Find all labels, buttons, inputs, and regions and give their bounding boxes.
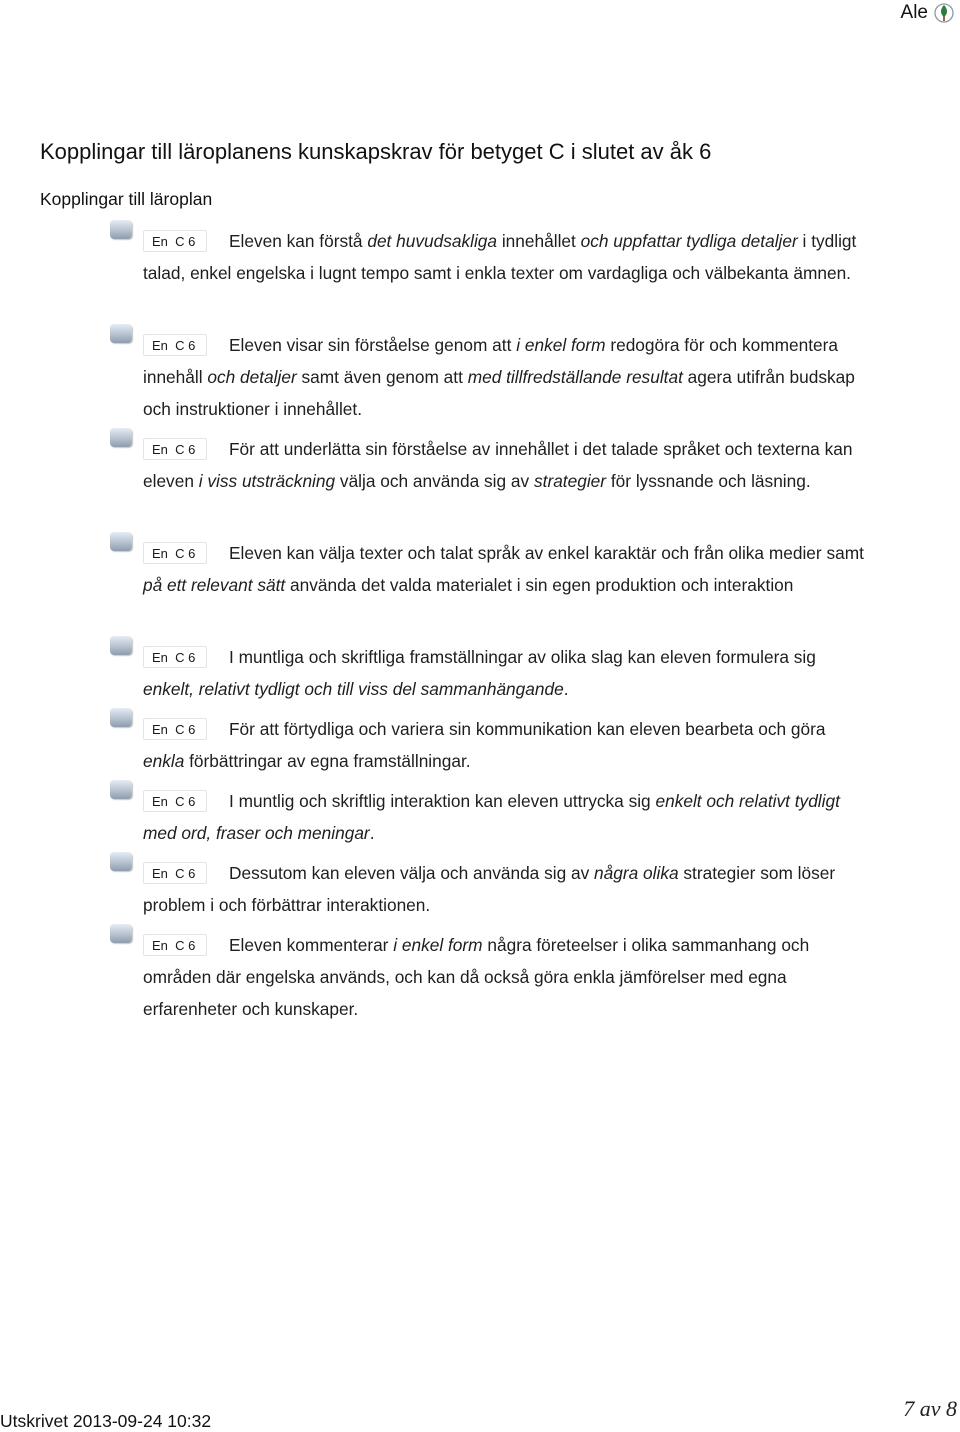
criterion-text-segment: i tydligt talad, enkel engelska i lugnt tempo samt i enkla texter om vardagliga och välbekanta ämnen. [143,231,857,283]
criterion-item [143,225,868,289]
criterion-text-segment: . [563,679,569,699]
criterion-tag: En C 6 [143,646,207,668]
criterion-text-segment: I muntliga och skriftliga framställningar av olika slag kan eleven formulera sig [229,647,816,667]
criterion-tag: En C 6 [143,542,207,564]
criterion-emphasis: några olika [594,863,679,883]
criterion-text-segment: agera utifrån budskap och instruktioner i innehållet. [143,367,855,419]
criterion-tag: En C 6 [143,230,207,252]
criterion-text [143,543,864,595]
criterion-item [143,857,868,921]
criterion-text [143,935,809,1019]
bullet-icon [110,532,132,551]
criterion-emphasis: enkla [143,751,185,771]
criterion-emphasis: på ett relevant sätt [143,575,286,595]
bullet-icon [110,324,132,343]
page-title: Kopplingar till läroplanens kunskapskrav för betyget C i slutet av åk 6 [40,139,712,164]
criterion-emphasis: i viss utsträckning [198,471,336,491]
criterion-text-segment: innehållet [497,231,581,251]
bullet-icon [110,708,132,727]
criterion-emphasis: det huvudsakliga [367,231,498,251]
criterion-item [143,537,868,601]
header-user [901,0,954,26]
criterion-text-segment: I muntlig och skriftlig interaktion kan eleven uttrycka sig [229,791,656,811]
criterion-text [143,647,816,699]
criterion-emphasis: i enkel form [516,335,606,355]
user-label: Ale [900,2,928,23]
criterion-tag: En C 6 [143,790,207,812]
tree-logo-icon [934,2,954,24]
criterion-item [143,433,868,497]
criterion-text-segment: redogöra för och kommentera innehåll [143,335,838,387]
bullet-icon [110,780,132,799]
criterion-text [143,863,835,915]
criterion-text [143,231,856,283]
criterion-item [143,641,868,705]
criterion-text-segment: förbättringar av egna framställningar. [184,751,471,771]
criterion-text-segment: För att förtydliga och variera sin kommunikation kan eleven bearbeta och göra [229,719,826,739]
criterion-text [143,335,855,419]
criterion-text-segment: strategier som löser problem i och förbättrar interaktionen. [143,863,836,915]
bullet-icon [110,924,132,943]
section-title: Kopplingar till läroplan [40,189,213,209]
criterion-text [143,439,852,491]
criterion-emphasis: enkelt, relativt tydligt och till viss del sammanhängande [143,679,564,699]
criterion-tag: En C 6 [143,438,207,460]
criterion-text-segment: . [369,823,375,843]
criterion-text [143,719,826,771]
criterion-text-segment: Eleven kan förstå [229,231,368,251]
bullet-icon [110,636,132,655]
criterion-item [143,329,868,425]
criterion-emphasis: med tillfredställande resultat [467,367,683,387]
criterion-tag: En C 6 [143,934,207,956]
criterion-text-segment: samt även genom att [296,367,468,387]
bullet-icon [110,852,132,871]
criterion-tag: En C 6 [143,862,207,884]
criterion-emphasis: strategier [534,471,607,491]
criterion-text-segment: Eleven kan välja texter och talat språk av enkel karaktär och från olika medier samt [229,543,864,563]
criterion-item [143,713,868,777]
criterion-text-segment: några företeelser i olika sammanhang och områden där engelska används, och kan då också göra enkla jämförelser med egna erfarenheter och kunskaper. [143,935,810,1019]
criterion-emphasis: enkelt och relativt tydligt med ord, fraser och meningar [143,791,840,843]
criterion-text [143,791,840,843]
criterion-emphasis: och uppfattar tydliga detaljer [580,231,798,251]
criterion-text-segment: välja och använda sig av [335,471,534,491]
criterion-emphasis: i enkel form [393,935,483,955]
criterion-text-segment: använda det valda materialet i sin egen produktion och interaktion [285,575,794,595]
bullet-icon [110,220,132,239]
bullet-icon [110,428,132,447]
criterion-text-segment: Eleven visar sin förståelse genom att [229,335,517,355]
print-timestamp: Utskrivet 2013-09-24 10:32 [0,1411,212,1431]
criterion-emphasis: och detaljer [207,367,297,387]
criterion-text-segment: För att underlätta sin förståelse av innehållet i det talade språket och texterna kan eleven [143,439,853,491]
criterion-tag: En C 6 [143,718,207,740]
criterion-item [143,785,868,849]
criterion-tag: En C 6 [143,334,207,356]
criterion-item [143,929,868,1025]
page-number: 7 av 8 [903,1396,957,1421]
criterion-text-segment: för lyssnande och läsning. [606,471,811,491]
criterion-text-segment: Dessutom kan eleven välja och använda sig av [229,863,595,883]
criterion-text-segment: Eleven kommenterar [229,935,394,955]
